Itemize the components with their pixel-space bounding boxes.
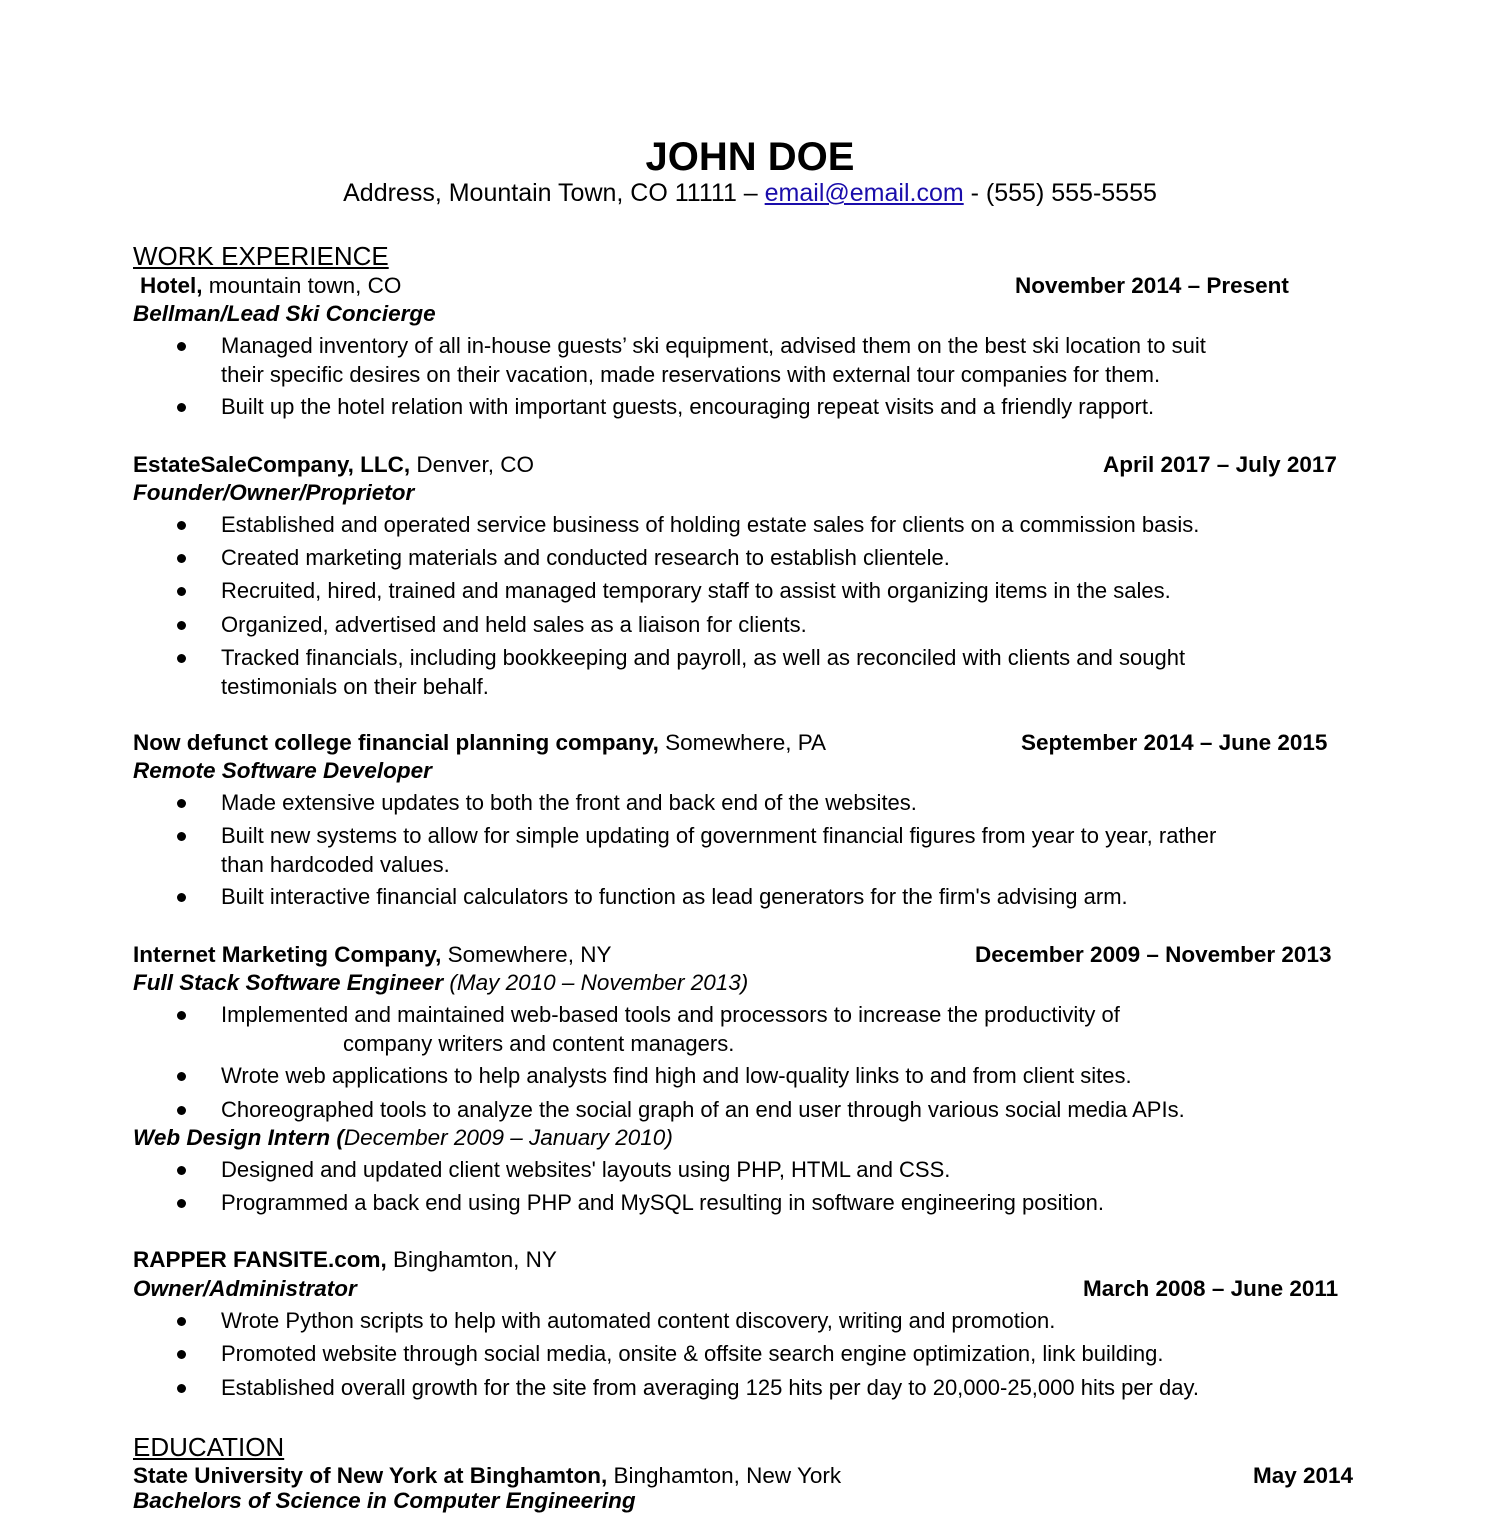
job-1-bullet-1-cont: their specific desires on their vacation, made reservations with external tour companies for them.: [221, 362, 1161, 387]
job-4-bullet-3: Choreographed tools to analyze the social graph of an end user through various social media APIs.: [221, 1097, 1185, 1122]
bullet-icon: [177, 587, 186, 596]
education-location: Binghamton, New York: [607, 1463, 842, 1488]
job-4-role2-bullet-1: Designed and updated client websites' layouts using PHP, HTML and CSS.: [221, 1157, 951, 1182]
bullet-icon: [177, 1384, 186, 1393]
job-4-role-line: [133, 972, 748, 995]
job-4-header: [133, 944, 611, 967]
education-heading: EDUCATION: [133, 1432, 285, 1462]
job-3-bullet-2: Built new systems to allow for simple updating of government financial figures from year to year, rather: [221, 823, 1217, 848]
job-4-role-period: (May 2010 – November 2013): [443, 970, 749, 995]
job-2-bullet-2: Created marketing materials and conducted research to establish clientele.: [221, 545, 950, 570]
bullet-icon: [177, 342, 186, 351]
job-5-bullet-1: Wrote Python scripts to help with automated content discovery, writing and promotion.: [221, 1308, 1056, 1333]
job-2-location: Denver, CO: [410, 452, 534, 477]
job-5-dates: March 2008 – June 2011: [1083, 1276, 1339, 1301]
job-4-company: Internet Marketing Company,: [133, 942, 442, 967]
bullet-icon: [177, 554, 186, 563]
job-2-header: [133, 454, 534, 477]
job-1-bullet-1: Managed inventory of all in-house guests’ ski equipment, advised them on the best ski location to suit: [221, 333, 1206, 358]
job-4-location: Somewhere, NY: [441, 942, 612, 967]
job-5-bullet-3: Established overall growth for the site from averaging 125 hits per day to 20,000-25,000 hits per day.: [221, 1375, 1199, 1400]
job-1-dates: November 2014 – Present: [1015, 273, 1289, 298]
bullet-icon: [177, 1199, 186, 1208]
bullet-icon: [177, 1317, 186, 1326]
address-text: Address, Mountain Town, CO 11111 –: [343, 179, 765, 207]
job-3-bullet-1: Made extensive updates to both the front and back end of the websites.: [221, 790, 917, 815]
job-5-company: RAPPER FANSITE.com,: [133, 1247, 387, 1272]
bullet-icon: [177, 893, 186, 902]
job-5-bullet-2: Promoted website through social media, onsite & offsite search engine optimization, link building.: [221, 1341, 1164, 1366]
education-school: State University of New York at Binghamton,: [133, 1463, 608, 1488]
job-4-role2-period: December 2009 – January 2010): [343, 1125, 673, 1150]
job-1-location: mountain town, CO: [202, 273, 402, 298]
job-2-bullet-5: Tracked financials, including bookkeeping and payroll, as well as reconciled with clients and sought: [221, 645, 1186, 670]
bullet-icon: [177, 521, 186, 530]
job-2-company: EstateSaleCompany, LLC,: [133, 452, 411, 477]
job-4-role: Full Stack Software Engineer: [133, 970, 444, 995]
job-2-dates: April 2017 – July 2017: [1103, 452, 1337, 477]
job-5-location: Binghamton, NY: [386, 1247, 557, 1272]
education-header: [133, 1465, 841, 1488]
education-degree: Bachelors of Science in Computer Engineering: [133, 1488, 636, 1513]
job-3-dates: September 2014 – June 2015: [1021, 730, 1328, 755]
bullet-icon: [177, 799, 186, 808]
job-3-bullet-3: Built interactive financial calculators to function as lead generators for the firm's advising arm.: [221, 884, 1128, 909]
job-2-bullet-3: Recruited, hired, trained and managed temporary staff to assist with organizing items in the sales.: [221, 578, 1171, 603]
job-4-bullet-2: Wrote web applications to help analysts find high and low-quality links to and from client sites.: [221, 1063, 1132, 1088]
job-1-bullet-2: Built up the hotel relation with important guests, encouraging repeat visits and a friendly rapport.: [221, 394, 1155, 419]
job-5-header: [133, 1249, 557, 1272]
job-3-bullet-2-cont: than hardcoded values.: [221, 852, 450, 877]
job-1-role: Bellman/Lead Ski Concierge: [133, 301, 436, 326]
job-4-dates: December 2009 – November 2013: [975, 942, 1332, 967]
bullet-icon: [177, 1072, 186, 1081]
bullet-icon: [177, 1011, 186, 1020]
job-1-header: [140, 275, 401, 298]
job-5-role: Owner/Administrator: [133, 1276, 357, 1301]
job-4-role2-line: [133, 1127, 673, 1150]
work-experience-heading: WORK EXPERIENCE: [133, 241, 389, 271]
education-date: May 2014: [1253, 1463, 1354, 1488]
job-1-company: Hotel,: [140, 273, 203, 298]
job-4-role2: Web Design Intern (: [133, 1125, 344, 1150]
bullet-icon: [177, 1106, 186, 1115]
job-2-bullet-1: Established and operated service business of holding estate sales for clients on a commission basis.: [221, 512, 1200, 537]
job-4-bullet-1-cont: company writers and content managers.: [343, 1031, 735, 1056]
bullet-icon: [177, 832, 186, 841]
bullet-icon: [177, 1166, 186, 1175]
job-3-header: [133, 732, 826, 755]
job-2-role: Founder/Owner/Proprietor: [133, 480, 415, 505]
job-2-bullet-4: Organized, advertised and held sales as a liaison for clients.: [221, 612, 807, 637]
contact-line: [0, 181, 1500, 206]
bullet-icon: [177, 621, 186, 630]
job-4-role2-bullet-2: Programmed a back end using PHP and MySQL resulting in software engineering position.: [221, 1190, 1104, 1215]
job-4-bullet-1: Implemented and maintained web-based tools and processors to increase the productivity of: [221, 1002, 1120, 1027]
job-3-location: Somewhere, PA: [658, 730, 827, 755]
job-2-bullet-5-cont: testimonials on their behalf.: [221, 674, 489, 699]
job-3-company: Now defunct college financial planning company,: [133, 730, 659, 755]
email-link[interactable]: email@email.com: [764, 179, 964, 207]
bullet-icon: [177, 1350, 186, 1359]
phone-text: - (555) 555-5555: [963, 179, 1157, 207]
bullet-icon: [177, 403, 186, 412]
candidate-name: JOHN DOE: [645, 135, 855, 179]
bullet-icon: [177, 654, 186, 663]
job-3-role: Remote Software Developer: [133, 758, 432, 783]
